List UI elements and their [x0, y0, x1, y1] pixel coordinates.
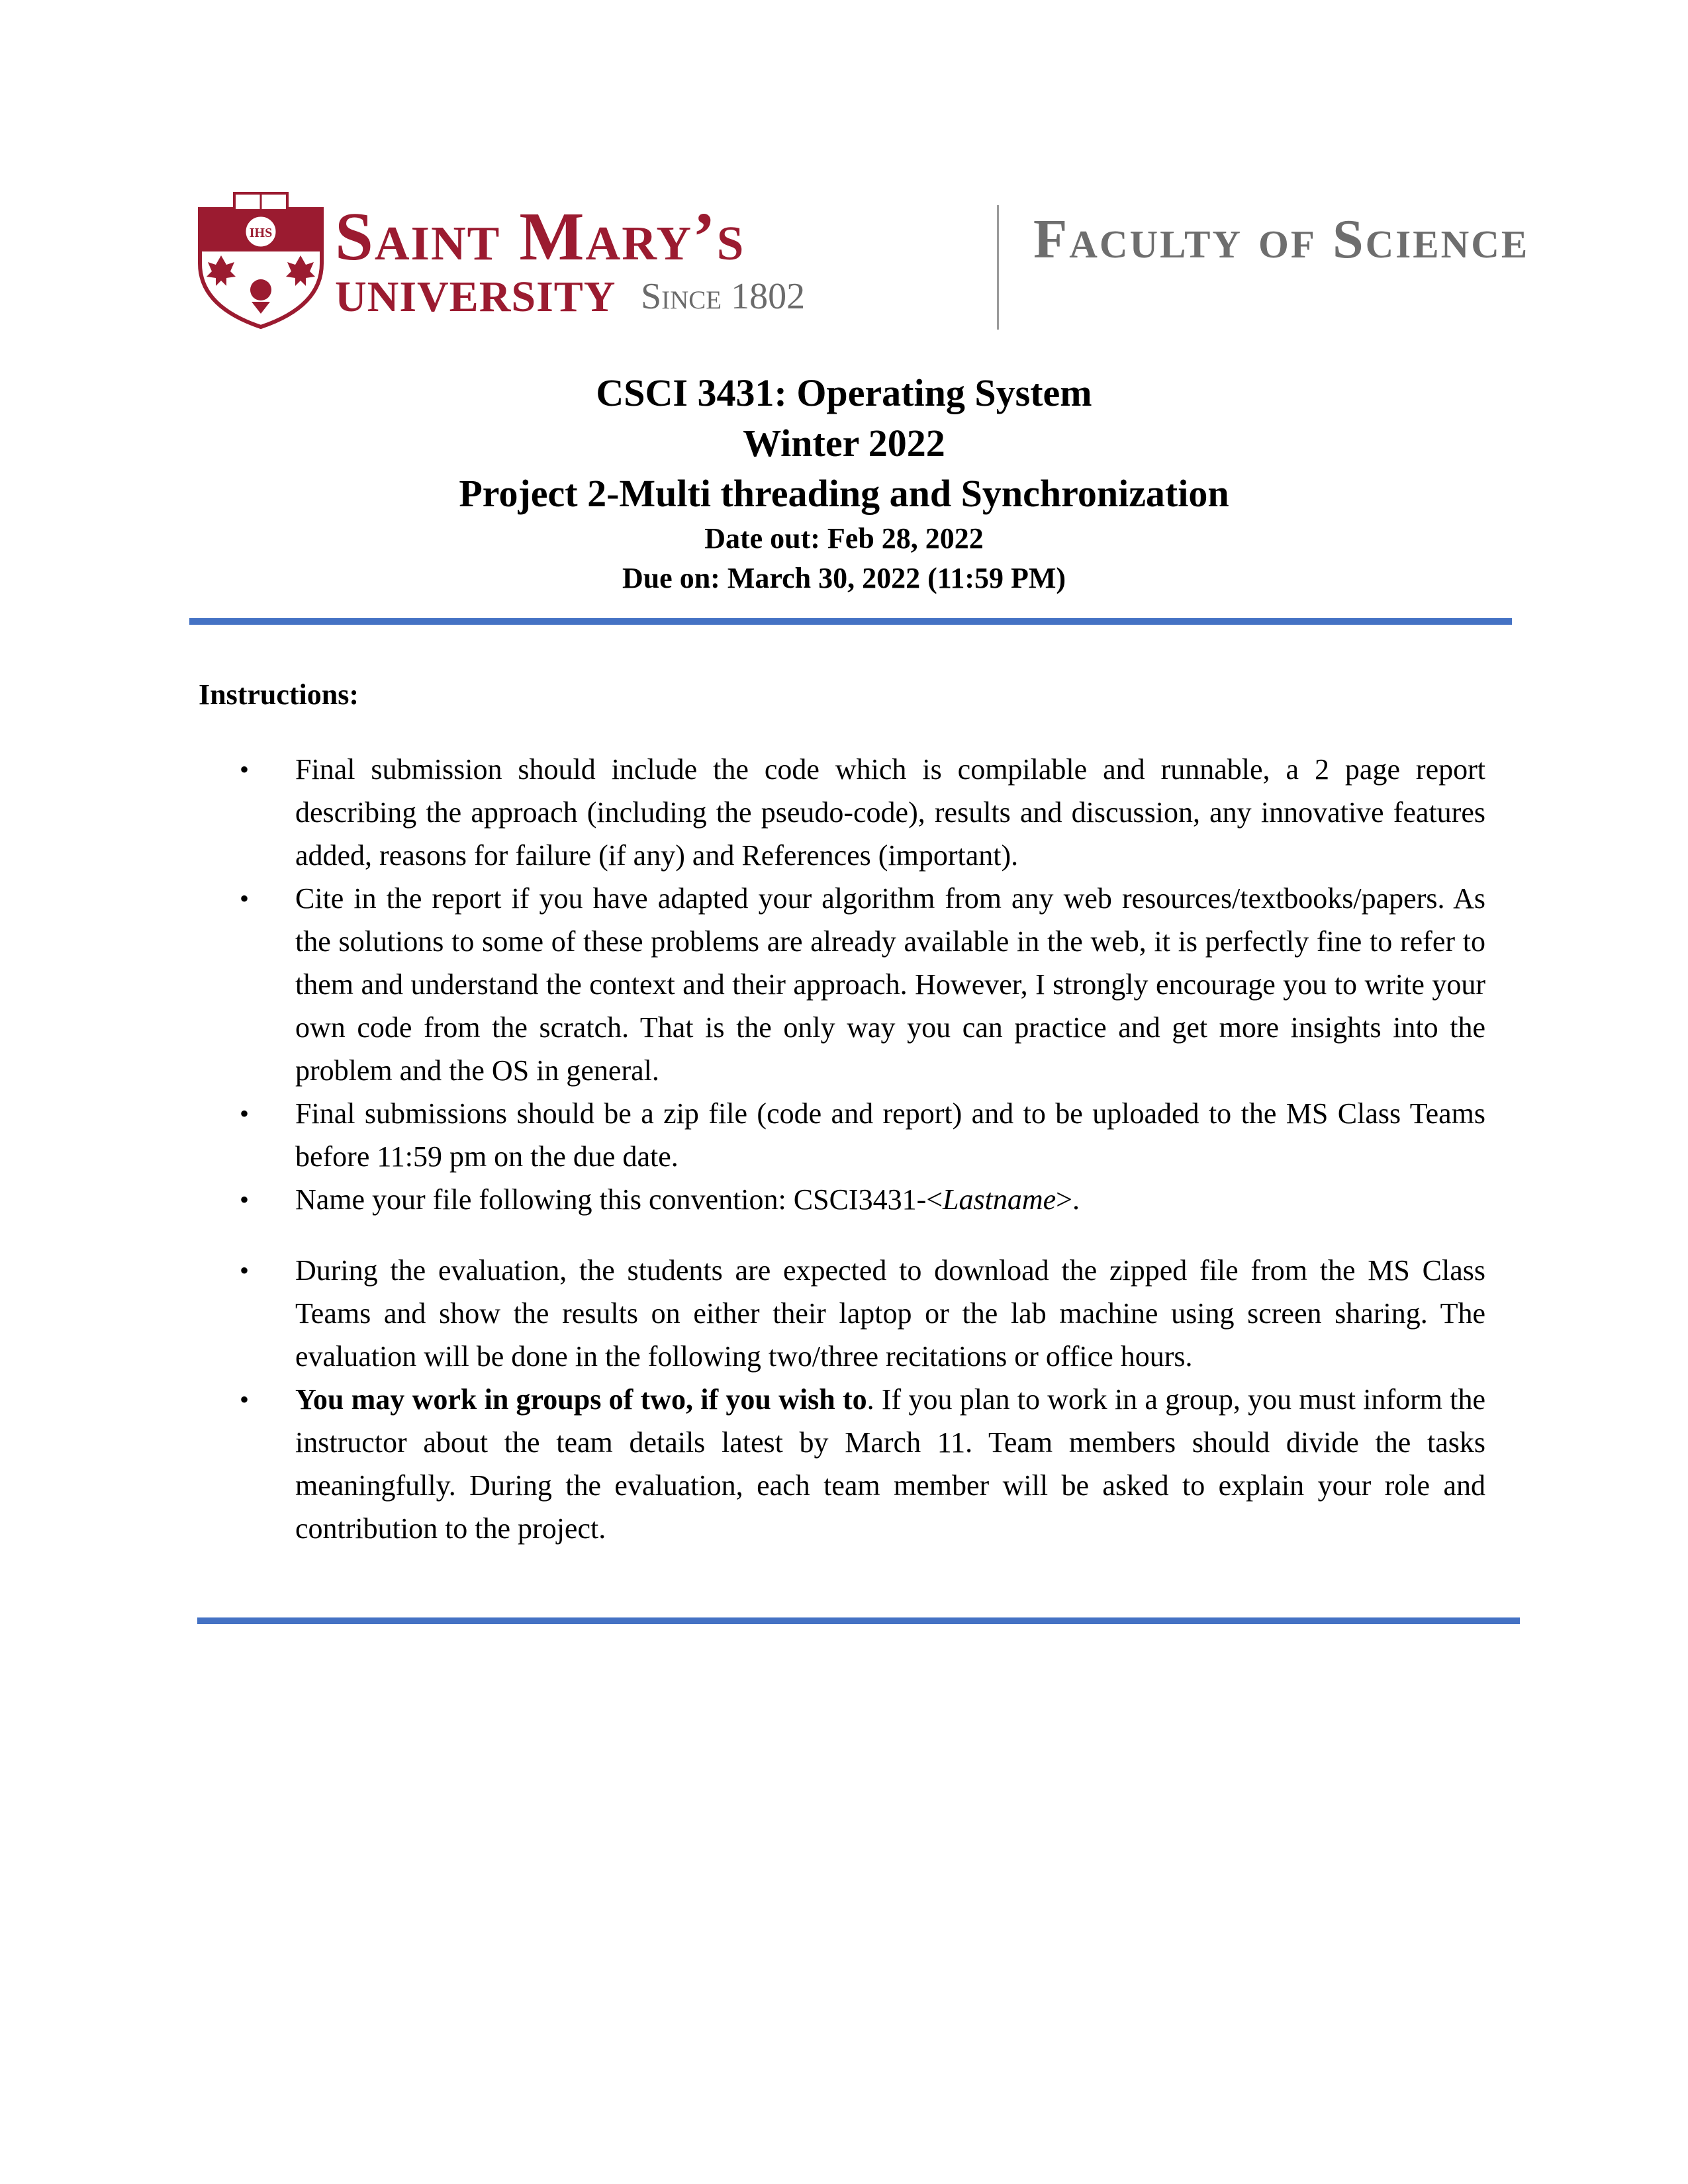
list-item-text: Cite in the report if you have adapted your algorithm from any web resources/textbooks/papers. As the solutions to some of these problems are already available in the web, it is perfectly fine to refer to them and understand the context and their approach. However, I strongly encourage you to write your own code from the scratch. That is the only way you can practice and get more insights into the problem and the OS in general.: [295, 882, 1485, 1087]
faculty-name: Faculty of Science: [1033, 208, 1530, 270]
naming-convention-placeholder: Lastname: [943, 1183, 1056, 1216]
instructions-list: [199, 748, 1485, 1550]
list-item: [199, 1249, 1485, 1378]
group-work-emphasis: You may work in groups of two, if you wish to: [295, 1383, 867, 1416]
list-item: [199, 1178, 1485, 1221]
term: Winter 2022: [743, 422, 945, 465]
naming-convention-suffix: >.: [1056, 1183, 1080, 1216]
bullet-icon: •: [240, 1255, 250, 1285]
logo-since: Since 1802: [641, 276, 806, 317]
bullet-icon: •: [240, 884, 250, 913]
instructions-heading: Instructions:: [199, 678, 359, 711]
list-item-text: [295, 1183, 1080, 1216]
title-block: [0, 368, 1688, 598]
list-item: [199, 1378, 1485, 1550]
list-item: [199, 877, 1485, 1092]
bullet-icon: •: [240, 1385, 250, 1414]
logo-divider: [997, 205, 999, 330]
bullet-icon: •: [240, 754, 250, 784]
university-wordmark: [335, 191, 1530, 330]
project-title: Project 2-Multi threading and Synchronization: [459, 472, 1229, 515]
naming-convention-prefix: Name your file following this convention: CSCI3431-<: [295, 1183, 943, 1216]
university-logo: [196, 191, 1530, 330]
logo-university-name: Saint Mary’s: [335, 199, 745, 275]
bullet-icon: •: [240, 1099, 250, 1128]
list-item-text: Final submission should include the code which is compilable and runnable, a 2 page report describing the approach (including the pseudo-code), results and discussion, any innovative features added, reasons for failure (if any) and References (important).: [295, 753, 1485, 872]
date-out: Date out: Feb 28, 2022: [704, 522, 984, 555]
logo-university-label: UNIVERSITY: [335, 273, 616, 321]
list-item: [199, 1092, 1485, 1178]
list-item-text: During the evaluation, the students are expected to download the zipped file from the MS Class Teams and show the results on either their laptop or the lab machine using screen sharing. The evaluation will be done in the following two/three recitations or office hours.: [295, 1254, 1485, 1373]
course-title: CSCI 3431: Operating System: [596, 371, 1092, 414]
due-date: Due on: March 30, 2022 (11:59 PM): [622, 562, 1066, 594]
bottom-divider: [197, 1617, 1520, 1624]
list-item-text: Final submissions should be a zip file (code and report) and to be uploaded to the MS Class Teams before 11:59 pm on the due date.: [295, 1097, 1485, 1173]
group-work-text: . If you plan to work in a group, you must inform the instructor about the team details latest by March 11. Team members should divide the tasks meaningfully. During the evaluation, each team member will be asked to explain your role and contribution to the project.: [295, 1383, 1486, 1545]
list-item-text: [295, 1383, 1485, 1545]
list-item: [199, 748, 1485, 877]
crest-monogram: IHS: [249, 226, 273, 240]
university-crest-icon: [196, 191, 326, 330]
top-divider: [189, 618, 1512, 625]
bullet-icon: •: [240, 1185, 250, 1214]
